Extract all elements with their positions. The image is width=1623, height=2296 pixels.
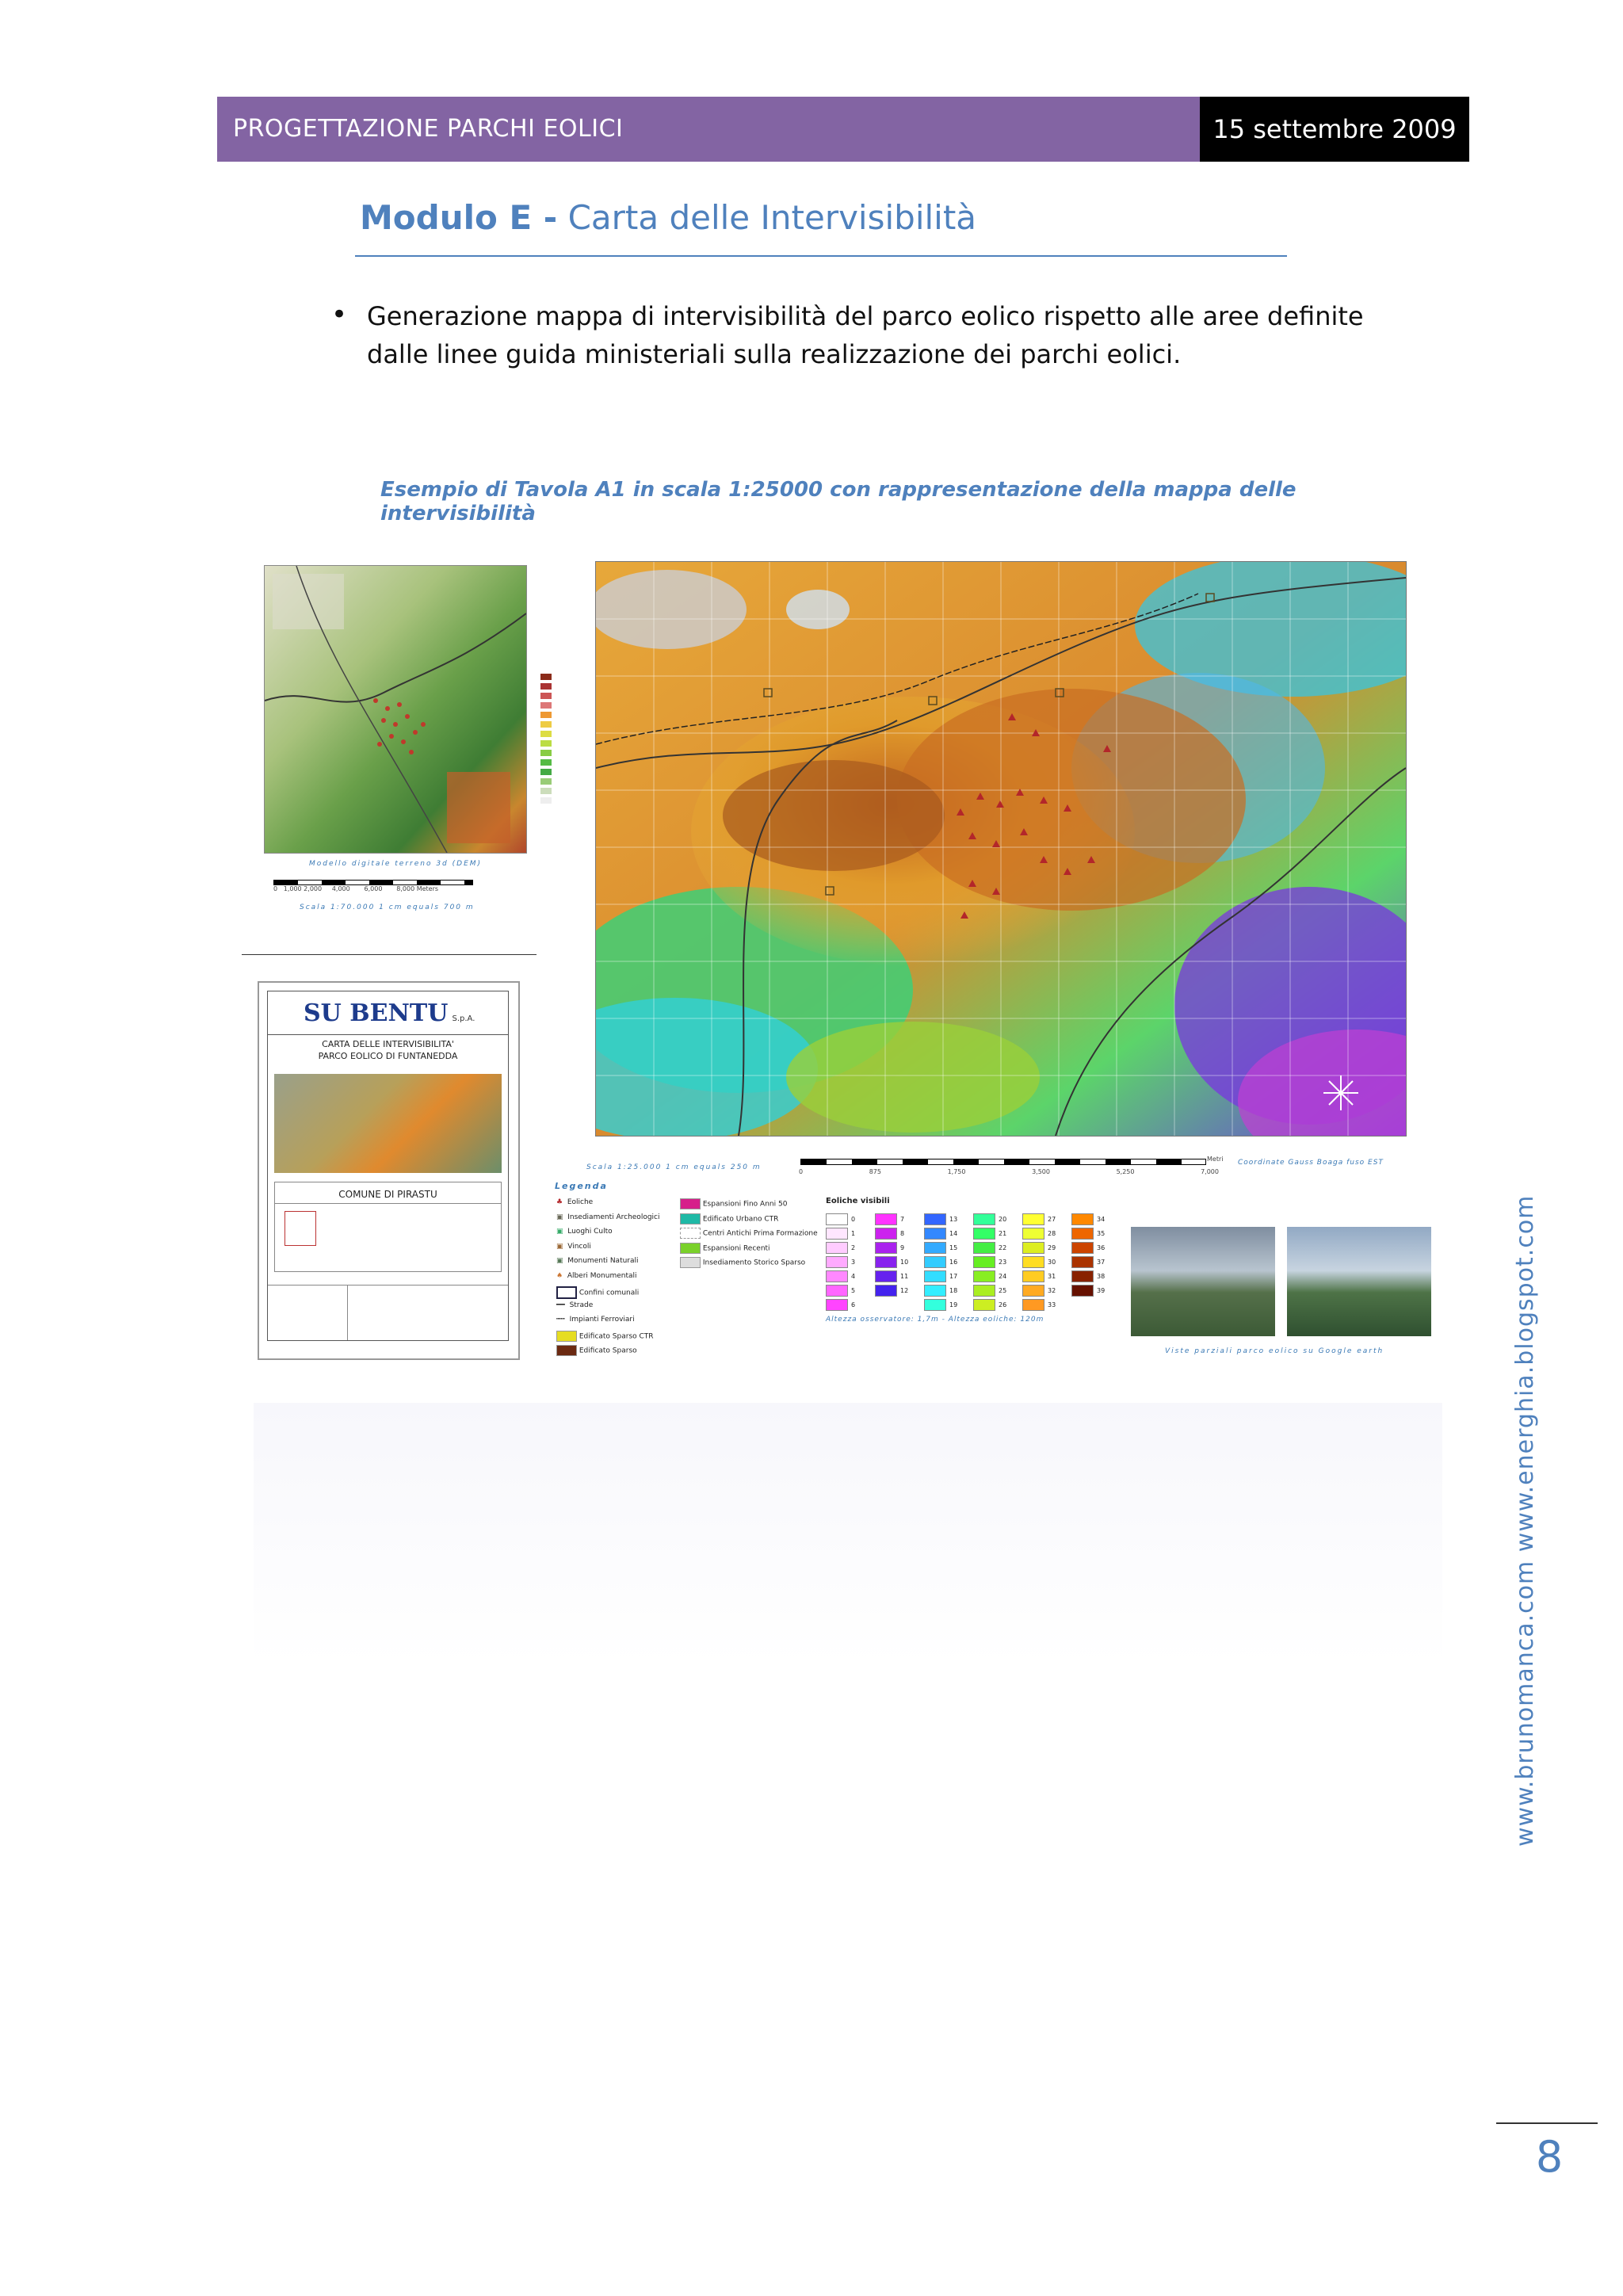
eoliche-cell	[1071, 1225, 1119, 1238]
eoliche-swatch	[924, 1213, 946, 1225]
eoliche-number: 5	[851, 1287, 856, 1294]
company-suffix: S.p.A.	[452, 1014, 475, 1023]
eoliche-number: 2	[851, 1244, 856, 1251]
eoliche-number: 8	[900, 1230, 905, 1237]
heights-text: Altezza osservatore: 1,7m - Altezza eoliche: 120m	[826, 1316, 1044, 1324]
eoliche-number: 12	[900, 1287, 909, 1294]
eoliche-cell	[924, 1297, 972, 1309]
eoliche-swatch	[875, 1270, 897, 1282]
eoliche-cell	[875, 1225, 922, 1238]
eoliche-cell	[826, 1282, 873, 1295]
eoliche-swatch	[1022, 1270, 1044, 1282]
eoliche-swatch	[924, 1270, 946, 1282]
photos-caption: Viste parziali parco eolico su Google earth	[1165, 1347, 1384, 1355]
eoliche-swatch	[1022, 1299, 1044, 1311]
eoliche-swatch	[924, 1228, 946, 1240]
company-logo: SU BENTU	[304, 999, 449, 1027]
eoliche-swatch	[924, 1285, 946, 1297]
eoliche-number: 38	[1097, 1273, 1106, 1280]
eoliche-cell	[1071, 1268, 1119, 1281]
eoliche-swatch	[973, 1285, 995, 1297]
eoliche-swatch	[875, 1256, 897, 1268]
eoliche-number: 11	[900, 1273, 909, 1280]
eoliche-cell	[973, 1282, 1021, 1295]
eoliche-cell	[924, 1282, 972, 1295]
eoliche-grid	[826, 1211, 1127, 1311]
eoliche-number: 21	[999, 1230, 1007, 1237]
eoliche-number: 1	[851, 1230, 856, 1237]
eoliche-title: Eoliche visibili	[826, 1197, 890, 1205]
map-scale-unit: Metri	[1207, 1156, 1224, 1163]
eoliche-cell	[1022, 1254, 1070, 1266]
map-coords: Coordinate Gauss Boaga fuso EST	[1238, 1159, 1384, 1167]
eoliche-number: 15	[949, 1244, 958, 1251]
card-stamp	[285, 1211, 316, 1246]
eoliche-swatch	[875, 1285, 897, 1297]
eoliche-number: 10	[900, 1259, 909, 1266]
eoliche-cell	[973, 1240, 1021, 1252]
eoliche-swatch	[1071, 1242, 1094, 1254]
eoliche-number: 4	[851, 1273, 856, 1280]
legend-title: Legenda	[555, 1181, 608, 1191]
reflection-fade	[254, 1403, 1442, 1664]
eoliche-swatch	[875, 1228, 897, 1240]
legend-col2: Espansioni Fino Anni 50 Edificato Urbano CTR Centri Antichi Prima Formazione Espansioni Recenti Insediamento Storico Sparso	[680, 1198, 818, 1272]
eoliche-swatch	[826, 1270, 848, 1282]
dem-scale-ticks: 0 1,000 2,000 4,000 6,000 8,000 Meters	[273, 885, 439, 892]
eoliche-swatch	[826, 1242, 848, 1254]
eoliche-cell	[924, 1268, 972, 1281]
eoliche-cell	[875, 1282, 922, 1295]
eoliche-swatch	[1071, 1256, 1094, 1268]
eoliche-swatch	[826, 1285, 848, 1297]
bullet-text: Generazione mappa di intervisibilità del parco eolico rispetto alle aree definite dalle linee guida ministeriali sulla realizzazione dei parchi eolici.	[367, 301, 1364, 369]
eoliche-swatch	[973, 1213, 995, 1225]
page-number-rule	[1496, 2122, 1598, 2124]
eoliche-swatch	[973, 1242, 995, 1254]
section-title-bold: Modulo E -	[360, 198, 558, 237]
eoliche-cell	[973, 1254, 1021, 1266]
eoliche-cell	[924, 1254, 972, 1266]
eoliche-number: 27	[1048, 1216, 1056, 1223]
eoliche-swatch	[924, 1242, 946, 1254]
google-earth-photo-2	[1287, 1227, 1431, 1336]
map-scalebar	[800, 1159, 1206, 1165]
eoliche-cell	[875, 1268, 922, 1281]
dem-legend-strip	[539, 610, 571, 848]
eoliche-cell	[875, 1254, 922, 1266]
card-line1: CARTA DELLE INTERVISIBILITA'	[322, 1039, 454, 1049]
eoliche-cell	[826, 1268, 873, 1281]
eoliche-number: 20	[999, 1216, 1007, 1223]
eoliche-swatch	[973, 1228, 995, 1240]
eoliche-cell	[1022, 1240, 1070, 1252]
eoliche-cell	[1022, 1268, 1070, 1281]
eoliche-cell	[875, 1240, 922, 1252]
eoliche-swatch	[826, 1256, 848, 1268]
eoliche-number: 22	[999, 1244, 1007, 1251]
eoliche-number: 32	[1048, 1287, 1056, 1294]
eoliche-number: 29	[1048, 1244, 1056, 1251]
eoliche-cell	[826, 1211, 873, 1224]
section-title-rest: Carta delle Intervisibilità	[557, 198, 977, 237]
eoliche-swatch	[875, 1242, 897, 1254]
eoliche-cell	[826, 1254, 873, 1266]
dem-scalebar	[273, 880, 473, 885]
side-website-text: www.brunomanca.com www.energhia.blogspot.com	[1511, 1194, 1539, 1847]
eoliche-cell	[1022, 1225, 1070, 1238]
eoliche-cell	[973, 1268, 1021, 1281]
eoliche-cell	[924, 1225, 972, 1238]
eoliche-swatch	[826, 1213, 848, 1225]
eoliche-swatch	[973, 1256, 995, 1268]
eoliche-number: 37	[1097, 1259, 1106, 1266]
eoliche-number: 39	[1097, 1287, 1106, 1294]
eoliche-swatch	[1071, 1213, 1094, 1225]
eoliche-swatch	[973, 1299, 995, 1311]
eoliche-number: 25	[999, 1287, 1007, 1294]
eoliche-cell	[924, 1211, 972, 1224]
eoliche-cell	[973, 1297, 1021, 1309]
eoliche-number: 30	[1048, 1259, 1056, 1266]
card-map-thumbnail	[274, 1074, 502, 1173]
dem-scale-text: Scala 1:70.000 1 cm equals 700 m	[300, 904, 475, 911]
eoliche-cell	[973, 1211, 1021, 1224]
eoliche-number: 3	[851, 1259, 856, 1266]
dem-caption: Modello digitale terreno 3d (DEM)	[309, 860, 483, 868]
eoliche-number: 34	[1097, 1216, 1106, 1223]
eoliche-swatch	[826, 1228, 848, 1240]
header-date: 15 settembre 2009	[1200, 97, 1469, 162]
eoliche-swatch	[973, 1270, 995, 1282]
eoliche-cell	[826, 1240, 873, 1252]
title-underline	[355, 255, 1287, 257]
eoliche-number: 24	[999, 1273, 1007, 1280]
eoliche-cell	[1071, 1282, 1119, 1295]
eoliche-cell	[1022, 1211, 1070, 1224]
eoliche-swatch	[1071, 1270, 1094, 1282]
eoliche-cell	[1071, 1211, 1119, 1224]
eoliche-swatch	[1071, 1285, 1094, 1297]
eoliche-number: 16	[949, 1259, 958, 1266]
eoliche-swatch	[1071, 1228, 1094, 1240]
eoliche-cell	[826, 1297, 873, 1309]
eoliche-number: 36	[1097, 1244, 1106, 1251]
eoliche-swatch	[1022, 1285, 1044, 1297]
divider-line	[242, 954, 537, 955]
card-line2: PARCO EOLICO DI FUNTANEDDA	[318, 1051, 458, 1061]
bullet-dot: •	[331, 299, 348, 330]
intervisibility-map-image	[595, 561, 1407, 1137]
eoliche-swatch	[1022, 1256, 1044, 1268]
eoliche-cell	[1022, 1282, 1070, 1295]
eoliche-swatch	[875, 1213, 897, 1225]
figure-caption: Esempio di Tavola A1 in scala 1:25000 con rappresentazione della mappa delle intervisibilità	[380, 478, 1296, 525]
eoliche-swatch	[924, 1299, 946, 1311]
eoliche-number: 31	[1048, 1273, 1056, 1280]
eoliche-cell	[924, 1240, 972, 1252]
eoliche-cell	[1071, 1254, 1119, 1266]
google-earth-photo-1	[1131, 1227, 1275, 1336]
legend-col1: ♣ Eoliche ▣ Insediamenti Archeologici ▣ Luoghi Culto ▣ Vincoli ▣ Monumenti Naturali ♠ Alberi Monumentali Confini comunali ━━ Strade ┅┅ Impianti Ferroviari Edificato Sparso CTR Edificato Sparso	[556, 1198, 660, 1355]
page-number: 8	[1535, 2132, 1564, 2182]
section-title	[360, 198, 976, 237]
eoliche-cell	[1071, 1240, 1119, 1252]
eoliche-swatch	[1022, 1213, 1044, 1225]
eoliche-number: 35	[1097, 1230, 1106, 1237]
eoliche-number: 0	[851, 1216, 856, 1223]
eoliche-number: 26	[999, 1301, 1007, 1308]
title-card	[258, 981, 520, 1360]
dem-map-image	[264, 565, 527, 854]
eoliche-number: 9	[900, 1244, 905, 1251]
eoliche-number: 33	[1048, 1301, 1056, 1308]
eoliche-swatch	[1022, 1242, 1044, 1254]
eoliche-swatch	[826, 1299, 848, 1311]
eoliche-number: 18	[949, 1287, 958, 1294]
eoliche-number: 7	[900, 1216, 905, 1223]
eoliche-cell	[1022, 1297, 1070, 1309]
eoliche-swatch	[1022, 1228, 1044, 1240]
map-scale-ticks: 0 875 1,750 3,500 5,250 7,000	[799, 1168, 1219, 1175]
header-left-title: PROGETTAZIONE PARCHI EOLICI	[217, 97, 1200, 162]
eoliche-number: 6	[851, 1301, 856, 1308]
eoliche-swatch	[924, 1256, 946, 1268]
map-scale-text: Scala 1:25.000 1 cm equals 250 m	[586, 1163, 762, 1171]
card-comune: COMUNE DI PIRASTU	[338, 1189, 437, 1200]
eoliche-number: 28	[1048, 1230, 1056, 1237]
eoliche-number: 23	[999, 1259, 1007, 1266]
eoliche-number: 13	[949, 1216, 958, 1223]
eoliche-cell	[826, 1225, 873, 1238]
eoliche-cell	[973, 1225, 1021, 1238]
eoliche-number: 19	[949, 1301, 958, 1308]
eoliche-number: 14	[949, 1230, 958, 1237]
eoliche-number: 17	[949, 1273, 958, 1280]
eoliche-cell	[875, 1211, 922, 1224]
